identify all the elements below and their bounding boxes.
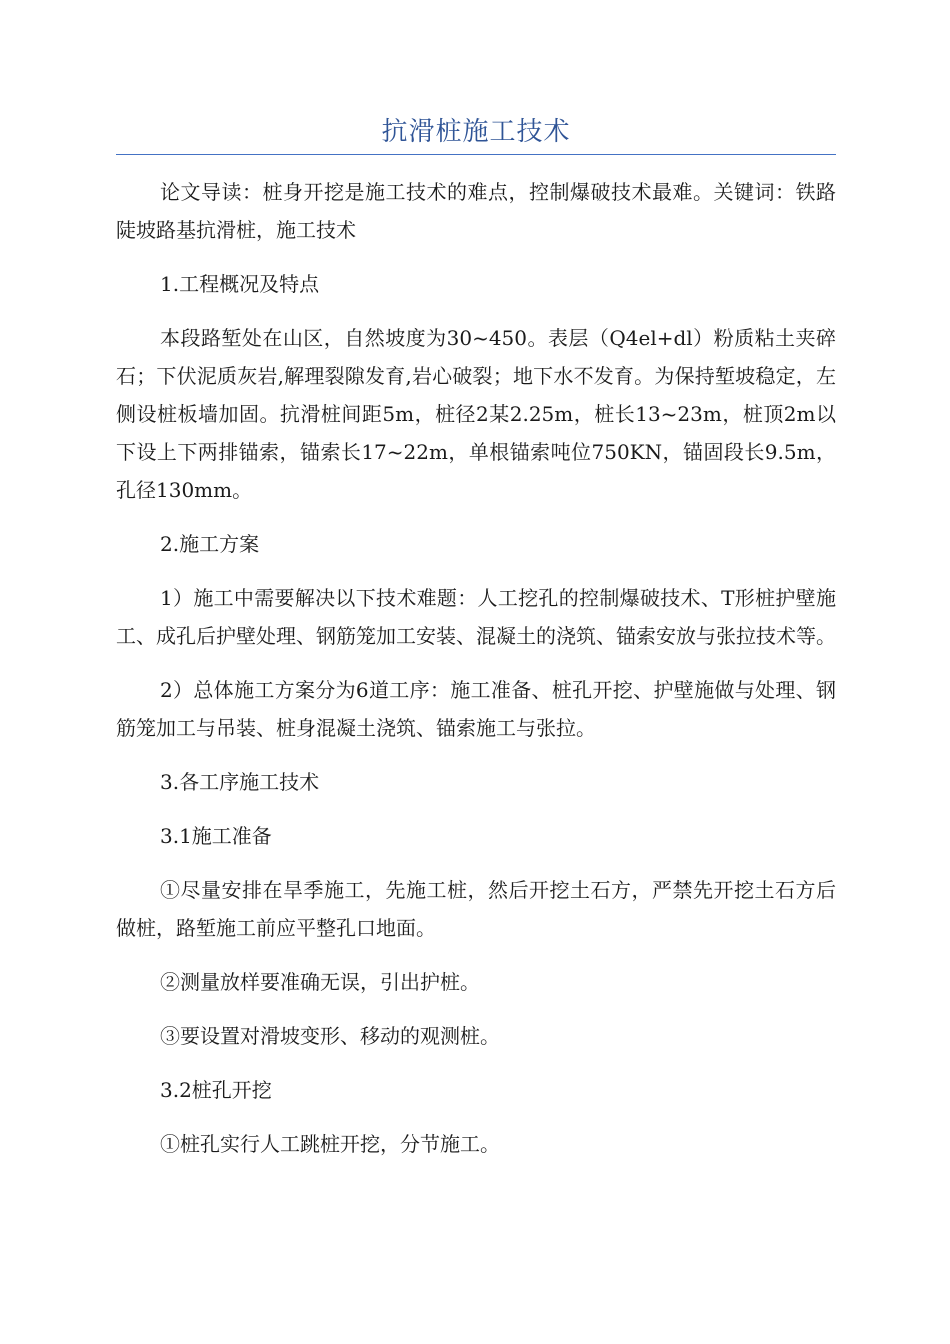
plan-paragraph-2: 2）总体施工方案分为6道工序：施工准备、桩孔开挖、护壁施做与处理、钢筋笼加工与吊装、桩身混凝土浇筑、锚索施工与张拉。 [116, 678, 836, 740]
section-heading-3: 3.各工序施工技术 [160, 770, 320, 794]
document-page [116, 110, 836, 1179]
excavation-item-1: ①桩孔实行人工跳桩开挖，分节施工。 [160, 1132, 500, 1156]
document-title: 抗滑桩施工技术 [381, 117, 571, 147]
prep-item-2: ②测量放样要准确无误，引出护桩。 [160, 970, 480, 994]
document-body [116, 173, 836, 1163]
subsection-heading-3-2: 3.2桩孔开挖 [160, 1078, 272, 1102]
prep-item-1: ①尽量安排在旱季施工，先施工桩，然后开挖土石方，严禁先开挖土石方后做桩，路堑施工前应平整孔口地面。 [116, 878, 836, 940]
section-heading-2: 2.施工方案 [160, 532, 260, 556]
title-divider [116, 154, 836, 155]
prep-item-3: ③要设置对滑坡变形、移动的观测桩。 [160, 1024, 500, 1048]
plan-paragraph-1: 1）施工中需要解决以下技术难题：人工挖孔的控制爆破技术、T形桩护壁施工、成孔后护壁处理、钢筋笼加工安装、混凝土的浇筑、锚索安放与张拉技术等。 [116, 586, 836, 648]
overview-paragraph: 本段路堑处在山区，自然坡度为30~450。表层（Q4el+dl）粉质粘土夹碎石；下伏泥质灰岩,解理裂隙发育,岩心破裂；地下水不发育。为保持堑坡稳定，左侧设桩板墙加固。抗滑桩间距5m，桩径2某2.25m，桩长13~23m，桩顶2m以下设上下两排锚索，锚索长17~22m，单根锚索吨位750KN，锚固段长9.5m，孔径130mm。 [116, 326, 836, 502]
subsection-heading-3-1: 3.1施工准备 [160, 824, 272, 848]
section-heading-1: 1.工程概况及特点 [160, 272, 320, 296]
abstract-paragraph: 论文导读：桩身开挖是施工技术的难点，控制爆破技术最难。关键词：铁路陡坡路基抗滑桩，施工技术 [116, 180, 836, 242]
